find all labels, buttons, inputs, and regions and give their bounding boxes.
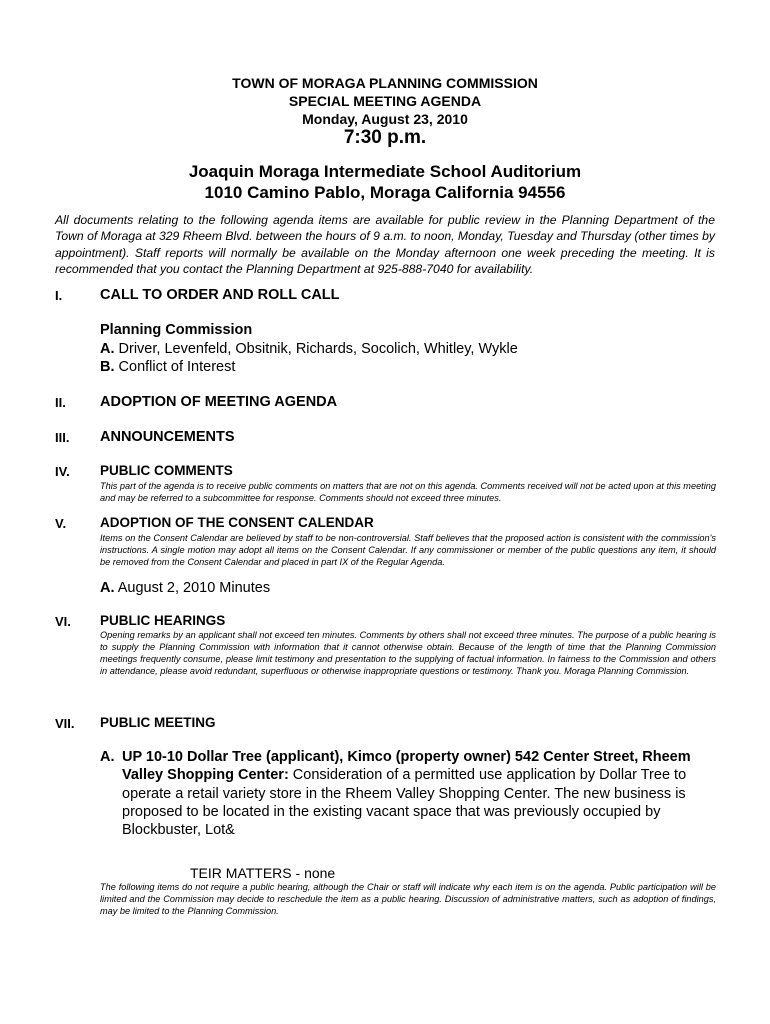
intro-paragraph: All documents relating to the following agenda items are available for public review in the Planning Department of the Town of Moraga at 329 Rheem Blvd. between the hours of 9 a.m. to noon, Monday, Tuesday and Thursday (other times by appointment). Staff reports will normally be available on the Monday afternoon one week preceding the meeting. It is recommended that you contact the Planning Department at 925-888-7040 for availability. [55,213,715,276]
header-commission: TOWN OF MORAGA PLANNING COMMISSION [232,75,538,91]
section-7-number: VII. [55,716,75,731]
section-2-number: II. [55,395,66,410]
section-1-number: I. [55,288,63,303]
section-6-title: PUBLIC HEARINGS [100,613,226,628]
section-6-number: VI. [55,614,71,629]
section-1-title: CALL TO ORDER AND ROLL CALL [100,287,340,303]
section-6-note: Opening remarks by an applicant shall not exceed ten minutes. Comments by others shall not exceed three minutes. The purpose of a public hearing is to supply the Planning Commission with information that it cannot otherwise obtain. Because of the length of time that the Planning Commission meetings frequently consume, please limit testimony and presentation to the supplying of factual information. In fairness to the Commission and others in attendance, please avoid redundant, superfluous or otherwise inappropriate questions or testimony. Thank you. Moraga Planning Commission. [100,630,716,676]
planning-commission-heading: Planning Commission [100,322,253,338]
header-address: 1010 Camino Pablo, Moraga California 94556 [204,183,566,202]
section-4-note: This part of the agenda is to receive public comments on matters that are not on this agenda. Comments received will not be acted upon at this meeting and may be referred to a subcommittee for response. Comments should not exceed three minutes. [100,481,716,503]
roll-call-label: A. [100,341,115,357]
section-3-title: ANNOUNCEMENTS [100,429,235,445]
section-5-note: Items on the Consent Calendar are believed by staff to be non-controversial. Staff believes that the proposed action is consistent with the commission's instructions. A single motion may adopt all items on the Consent Calendar. If any commissioner or member of the public questions any item, it should be removed from the Consent Calendar and placed in part IX of the Regular Agenda. [100,533,716,567]
conflict-label: B. [100,359,115,375]
header-agenda-type: SPECIAL MEETING AGENDA [288,93,482,109]
section-4-number: IV. [55,464,70,479]
minutes-text: August 2, 2010 Minutes [114,580,271,596]
section-3-number: III. [55,430,70,445]
minutes-item [100,579,270,597]
public-meeting-item-text: Consideration of a permitted use application by Dollar Tree to operate a retail variety store in the Rheem Valley Shopping Center. The new business is proposed to be located in the existing vacant space that was previously occupied by Blockbuster, Lot& [122,767,687,839]
public-meeting-item [100,748,720,839]
other-matters-note: The following items do not require a public hearing, although the Chair or staff will indicate why each item is on the agenda. Public participation will be limited and the Commission may decide to reschedule the item as a public hearing. Discussion of administrative matters, such as adoption of findings, may be limited to the Planning Commission. [100,882,716,916]
roll-call-names: Driver, Levenfeld, Obsitnik, Richards, Socolich, Whitley, Wykle [114,341,518,357]
roll-call-item [100,340,518,358]
other-matters-title: TEIR MATTERS - none [190,865,336,881]
public-meeting-item-label: A. [100,749,115,765]
conflict-text: Conflict of Interest [114,359,236,375]
public-meeting-item-body [122,748,720,839]
public-meeting-item-heading: UP 10-10 Dollar Tree (applicant), Kimco (property owner) 542 Center Street, Rheem Valley Shopping Center: [122,749,691,784]
section-7-title: PUBLIC MEETING [100,715,216,730]
section-5-number: V. [55,516,67,531]
conflict-item [100,358,235,376]
minutes-label: A. [100,580,115,596]
header-time: 7:30 p.m. [343,127,427,148]
header-date: Monday, August 23, 2010 [302,111,468,127]
section-4-title: PUBLIC COMMENTS [100,463,233,478]
header-venue: Joaquin Moraga Intermediate School Auditorium [188,162,582,181]
section-5-title: ADOPTION OF THE CONSENT CALENDAR [100,515,374,530]
section-2-title: ADOPTION OF MEETING AGENDA [100,394,338,410]
